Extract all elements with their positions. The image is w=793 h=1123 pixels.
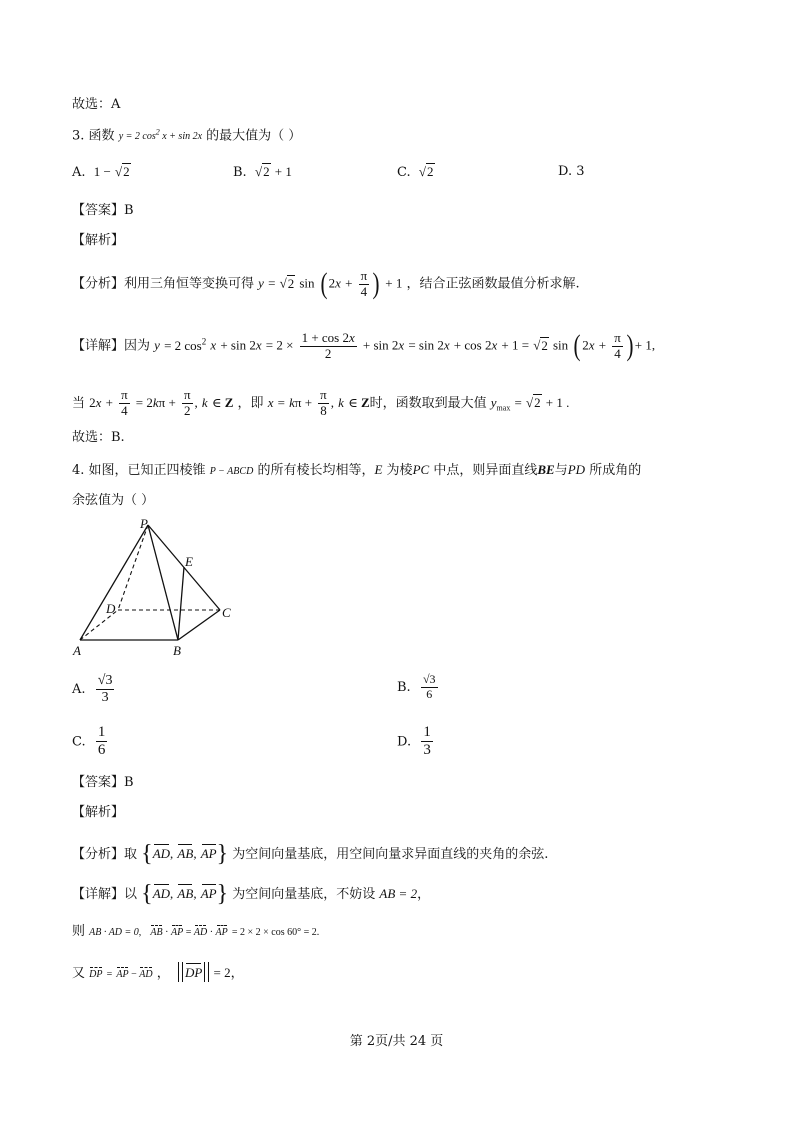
label-d: D	[106, 601, 116, 616]
label-a: A	[73, 643, 81, 658]
q4-stem-line1: 4. 如图，已知正四棱锥 P − ABCD 的所有棱长均相等，E 为棱PC 中点，则异面直线BE与PD 所成角的	[72, 462, 642, 478]
q3-fenxi: 【分析】利用三角恒等变换可得 y = √2 sin ( 2x + $\frac{\pi}{4}$ ) + 1 ，结合正弦函数最值分析求解.	[72, 267, 580, 300]
q3-option-d: D. 3	[558, 164, 585, 179]
prev-answer: 故选：A	[72, 97, 121, 112]
label-c: C	[222, 605, 231, 620]
q4-analysis-label: 【解析】	[72, 805, 125, 820]
q4-answer: 【答案】B	[72, 775, 134, 790]
label-b: B	[173, 643, 181, 658]
q4-stem-line2: 余弦值为（ ）	[72, 493, 155, 508]
q4-also: 又 DP = AP − AD ， DP = 2，	[72, 962, 244, 982]
q4-fenxi: 【分析】取 {AD, AB, AP} 为空间向量基底，用空间向量求异面直线的夹角的余弦.	[72, 841, 549, 867]
q3-xiangjie: 【详解】因为 y = 2 $\cos^2 x + \sin 2x = 2$ × $\frac{1 + \cos 2x}{2}$ + sin 2x = sin 2x + cos 2x + 1 = √2 sin ( 2x + $\frac{\pi}{4}$ ) + 1,	[72, 329, 656, 362]
label-e: E	[185, 554, 193, 569]
q4-option-a: A. $\frac{√3}{3}$	[72, 673, 113, 706]
q3-answer: 【答案】B	[72, 203, 134, 218]
label-p: P	[140, 516, 148, 531]
q3-stem: 3. 函数 y = 2 $\cos^2 x + \sin 2x$ 的最大值为（ ）	[72, 128, 302, 144]
q4-option-d: D. $\frac{1}{3}$	[397, 724, 431, 759]
q3-option-c: C. √2	[397, 164, 434, 180]
q3-when: 当 2x + $\frac{\pi}{4}$ = 2kπ + $\frac{\pi}{2}$ , k ∈ Z ，即 x = kπ + $\frac{\pi}{8}$ , k ∈ Z时，函数取到最大值 $y_{max} = √2 + 1$ .	[72, 387, 570, 418]
q4-option-b: B. $\frac{√3}{6}$	[397, 672, 436, 701]
q3-analysis-label: 【解析】	[72, 233, 125, 248]
q4-xiangjie: 【详解】以 {AD, AB, AP} 为空间向量基底，不妨设 AB = 2，	[72, 881, 431, 907]
q4-then: 则 AB · AD = 0, AB · AP = AD · AP = 2 × 2 × cos 60° = 2.	[72, 924, 320, 939]
q3-option-b: B. √2 + 1	[233, 164, 292, 180]
q3-option-a: A. 1 − √2	[72, 164, 130, 180]
pyramid-figure	[70, 515, 240, 660]
q4-option-c: C. $\frac{1}{6}$	[72, 724, 106, 759]
q3-conclusion: 故选：B.	[72, 430, 125, 445]
q3-function: y = 2 $\cos^2 x + \sin 2x$	[118, 128, 203, 143]
page-footer: 第 2页/共 24 页	[349, 1034, 444, 1049]
